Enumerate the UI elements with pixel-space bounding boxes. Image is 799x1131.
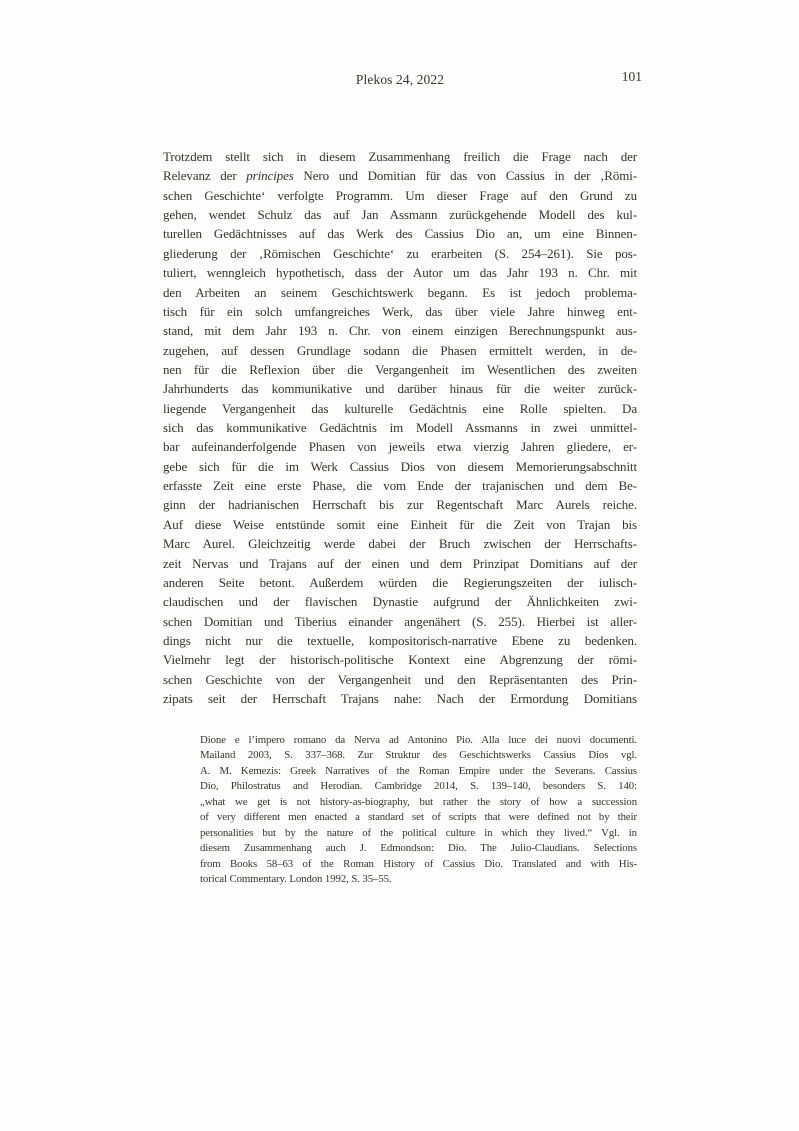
body-line: den Arbeiten an seinem Geschichtswerk begann. Es ist jedoch problema- (163, 284, 637, 300)
body-line: Auf diese Weise entstünde somit eine Einheit für die Zeit von Trajan bis (163, 516, 637, 532)
body-line: ginn der hadrianischen Herrschaft bis zur Regentschaft Marc Aurels reiche. (163, 497, 637, 513)
footnote-line: „what we get is not history-as-biography, but rather the story of how a succession (200, 795, 637, 808)
body-line: anderen Seite betont. Außerdem würden die Regierungszeiten der iulisch- (163, 574, 637, 590)
body-line: gebe sich für die im Werk Cassius Dios von diesem Memorierungsabschnitt (163, 458, 637, 474)
footnote-block (200, 733, 637, 888)
body-line: schen Geschichte von der Vergangenheit und den Repräsentanten des Prin- (163, 671, 637, 687)
body-line: erfasste Zeit eine erste Phase, die vom Ende der trajanischen und dem Be- (163, 478, 637, 494)
body-line: dings nicht nur die textuelle, kompositorisch-narrative Ebene zu bedenken. (163, 632, 637, 648)
body-line: zugehen, auf dessen Grundlage sodann die Phasen ermittelt werden, in de- (163, 342, 637, 358)
footnote-line: from Books 58–63 of the Roman History of Cassius Dio. Translated and with His- (200, 857, 637, 870)
body-line: Trotzdem stellt sich in diesem Zusammenhang freilich die Frage nach der (163, 149, 637, 164)
footnote-line: A. M. Kemezis: Greek Narratives of the Roman Empire under the Severans. Cassius (200, 764, 637, 777)
body-line: zeit Nervas und Trajans auf der einen und dem Prinzipat Domitians auf der (163, 555, 637, 571)
body-line: claudischen und der flavischen Dynastie aufgrund der Ähnlichkeiten zwi- (163, 594, 637, 610)
body-line: gliederung der ‚Römischen Geschichte‘ zu erarbeiten (S. 254–261). Sie pos- (163, 245, 637, 261)
body-line: sich das kommunikative Gedächtnis im Modell Assmanns in zwei unmittel- (163, 420, 637, 436)
running-head-journal-title: Plekos 24, 2022 (355, 72, 445, 87)
footnote-line: Mailand 2003, S. 337–368. Zur Struktur des Geschichtswerks Cassius Dios vgl. (200, 749, 637, 762)
body-line: schen Domitian und Tiberius einander angenähert (S. 255). Hierbei ist aller- (163, 613, 637, 629)
body-line: bar aufeinanderfolgende Phasen von jeweils etwa vierzig Jahren gliedere, er- (163, 439, 637, 455)
footnote-line: torical Commentary. London 1992, S. 35–55. (200, 873, 392, 886)
body-line: liegende Vergangenheit das kulturelle Gedächtnis eine Rolle spielten. Da (163, 400, 637, 416)
footnote-line: personalities but by the nature of the political culture in which they lived.“ Vgl. in (200, 826, 637, 839)
footnote-line: diesem Zusammenhang auch J. Edmondson: Dio. The Julio-Claudians. Selections (200, 842, 637, 855)
body-line: turellen Gedächtnisses auf das Werk des Cassius Dio an, um eine Binnen- (163, 226, 637, 242)
body-line: zipats seit der Herrschaft Trajans nahe: Nach der Ermordung Domitians (163, 691, 637, 707)
body-line: Jahrhunderts das kommunikative und darüber hinaus für die weiter zurück- (163, 381, 637, 397)
body-line: schen Geschichte‘ verfolgte Programm. Um dieser Frage auf den Grund zu (163, 187, 637, 203)
italic-term: principes (246, 168, 294, 184)
body-paragraph (163, 147, 637, 708)
body-line: tisch für ein solch umfangreiches Werk, das über viele Jahre hinweg ent- (163, 303, 637, 319)
body-line: Marc Aurel. Gleichzeitig werde dabei der Bruch zwischen der Herrschafts- (163, 536, 637, 552)
body-line: stand, mit dem Jahr 193 n. Chr. von einem einzigen Berechnungspunkt aus- (163, 323, 637, 339)
body-line: nen für die Reflexion über die Vergangenheit im Wesentlichen des zweiten (163, 361, 637, 377)
footnote-line: of very different men enacted a standard set of scripts that were defined not by their (200, 811, 637, 824)
page-number: 101 (621, 69, 642, 84)
body-line: tuliert, wenngleich hypothetisch, dass der Autor um das Jahr 193 n. Chr. mit (163, 265, 637, 281)
footnote-line: Dio, Philostratus and Herodian. Cambridge 2014, S. 139–140, besonders S. 140: (200, 780, 637, 793)
footnote-line: Dione e l’impero romano da Nerva ad Antonino Pio. Alla luce dei nuovi documenti. (200, 734, 637, 746)
body-line: Vielmehr legt der historisch-politische Kontext eine Abgrenzung der römi- (163, 652, 637, 668)
body-line: gehen, wendet Schulz das auf Jan Assmann zurückgehende Modell des kul- (163, 207, 637, 223)
body-line: Relevanz der principes Nero und Domitian für das von Cassius in der ‚Römi- (163, 168, 637, 184)
